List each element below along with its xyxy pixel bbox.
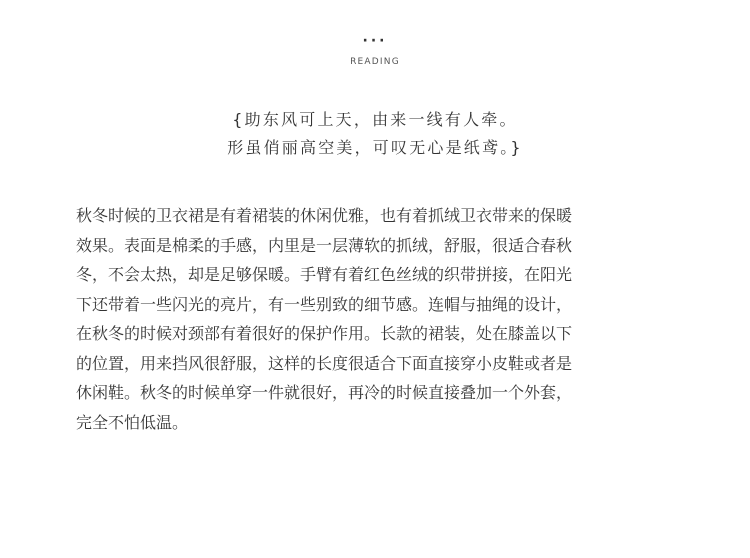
poem-line: {助东风可上天，由来一线有人牵。 — [232, 110, 518, 129]
article-line: 在秋冬的时候对颈部有着很好的保护作用。长款的裙装，处在膝盖以下 — [76, 324, 573, 343]
article-line: 完全不怕低温。 — [76, 412, 189, 432]
reading-header — [0, 34, 750, 68]
article-line: 冬，不会太热，却是足够保暖。手臂有着红色丝绒的织带拼接，在阳光 — [76, 265, 573, 284]
poem-block — [0, 106, 750, 162]
ellipsis-dots-icon: ··· — [362, 33, 388, 49]
article-line: 效果。表面是棉柔的手感，内里是一层薄软的抓绒，舒服，很适合春秋 — [76, 235, 573, 255]
reading-label: READING — [350, 57, 400, 67]
article-line: 秋冬时候的卫衣裙是有着裙装的休闲优雅，也有着抓绒卫衣带来的保暖 — [76, 206, 573, 225]
article-line: 的位置，用来挡风很舒服，这样的长度很适合下面直接穿小皮鞋或者是 — [76, 353, 573, 373]
article-paragraph — [76, 201, 676, 437]
poem-line: 形虽俏丽高空美，可叹无心是纸鸢。} — [227, 138, 523, 157]
article-line: 休闲鞋。秋冬的时候单穿一件就很好，再冷的时候直接叠加一个外套， — [76, 383, 573, 402]
article-line: 下还带着一些闪光的亮片，有一些别致的细节感。连帽与抽绳的设计， — [76, 294, 573, 314]
